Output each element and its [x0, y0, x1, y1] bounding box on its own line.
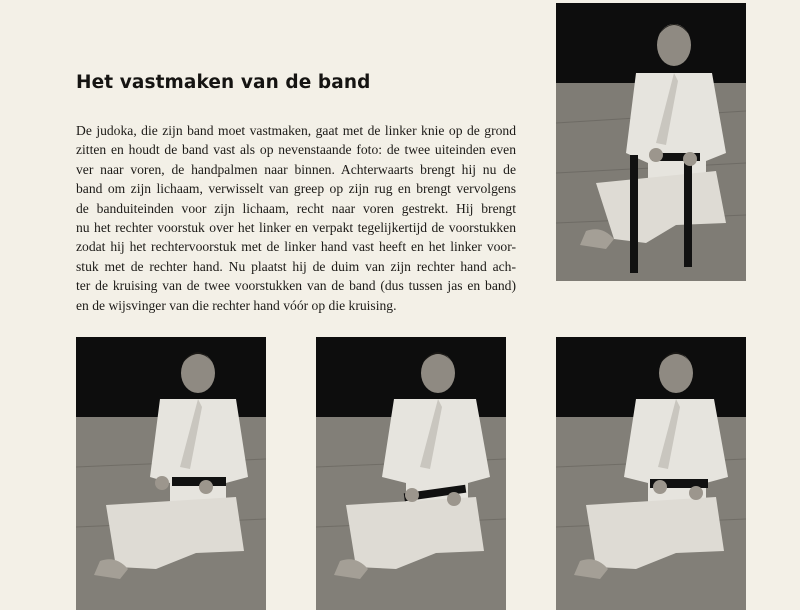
judoka-illustration — [556, 3, 746, 281]
paragraph-line: ver naar voren, de handpalmen naar binnen. Achterwaarts brengt hij nu de — [76, 161, 516, 177]
paragraph-line: De judoka, die zijn band moet vastmaken, gaat met de linker knie op de grond — [76, 123, 516, 138]
page-title: Het vastmaken van de band — [76, 72, 371, 93]
photo-step-3 — [556, 337, 746, 610]
photo-step-2 — [316, 337, 506, 610]
judoka-illustration — [316, 337, 506, 610]
judoka-illustration — [556, 337, 746, 610]
paragraph-line: zodat hij het rechtervoorstuk met de linker hand vast heeft en het linker voor- — [76, 239, 516, 255]
photo-step-1 — [76, 337, 266, 610]
paragraph-line: en de wijsvinger van die rechter hand vóór op die kruising. — [76, 297, 397, 313]
paragraph-line: band om zijn lichaam, verwisselt van greep op zijn rug en brengt vervolgens — [76, 181, 516, 197]
judoka-illustration — [76, 337, 266, 610]
paragraph-line: de banduiteinden voor zijn lichaam, recht naar voren gestrekt. Hij brengt — [76, 200, 516, 216]
photo-belt-start — [556, 3, 746, 281]
body-paragraph — [76, 121, 516, 315]
paragraph-line: stuk met de rechter hand. Nu plaatst hij de duim van zijn rechter hand ach- — [76, 258, 516, 274]
paragraph-line: zitten en houdt de band vast als op nevenstaande foto: de twee uiteinden even — [76, 142, 516, 158]
paragraph-line: ter de kruising van de twee voorstukken van de band (dus tussen jas en band) — [76, 278, 516, 294]
paragraph-line: nu het rechter voorstuk over het linker en verpakt tegelijkertijd de voorstukken — [76, 220, 516, 236]
